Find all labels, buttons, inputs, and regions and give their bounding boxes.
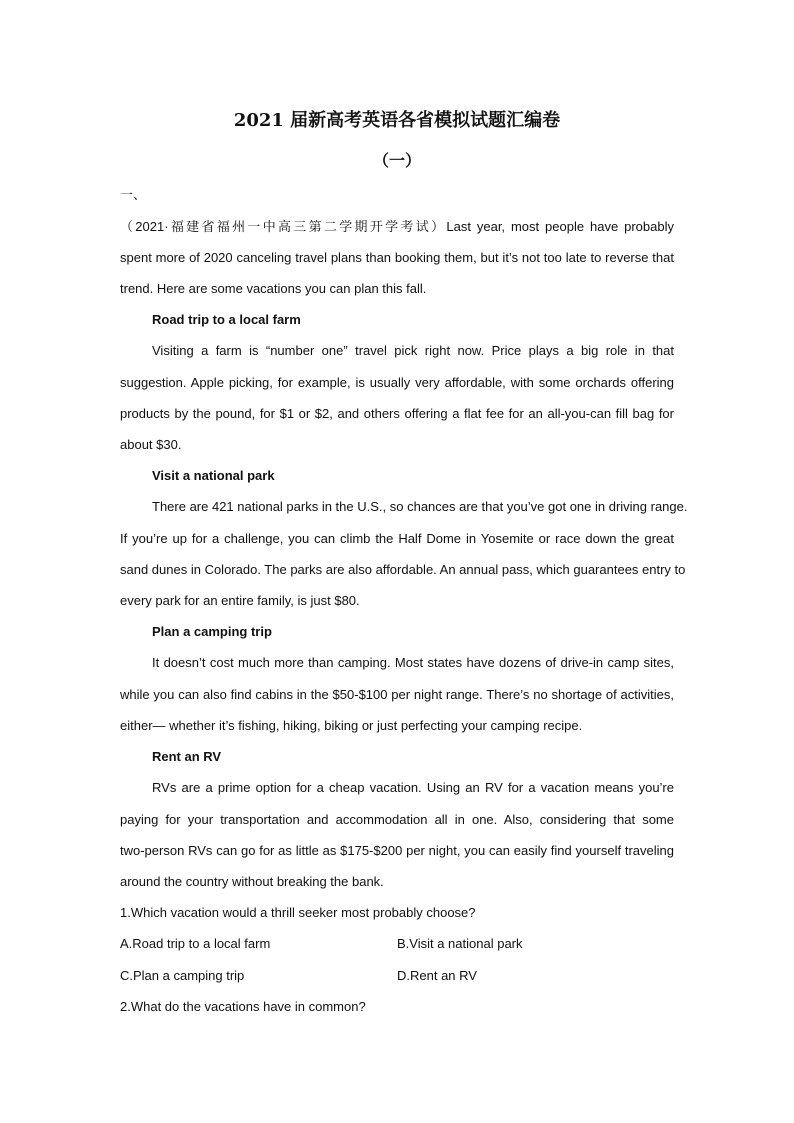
question-stem: 1.Which vacation would a thrill seeker most probably choose? xyxy=(120,905,476,920)
paragraph-line: suggestion. Apple picking, for example, is usually very affordable, with some orchards offering xyxy=(120,375,674,390)
intro-line: （2021·福建省福州一中高三第二学期开学考试）Last year, most people have probably xyxy=(120,219,674,234)
intro-line: trend. Here are some vacations you can plan this fall. xyxy=(120,281,427,296)
paragraph-line: If you’re up for a challenge, you can climb the Half Dome in Yosemite or race down the great xyxy=(120,531,674,546)
paragraph-line: There are 421 national parks in the U.S., so chances are that you’ve got one in driving range. xyxy=(152,499,688,514)
paragraph-line: Visiting a farm is “number one” travel pick right now. Price plays a big role in that xyxy=(152,343,674,358)
question-stem: 2.What do the vacations have in common? xyxy=(120,999,366,1014)
paragraph-line: two-person RVs can go for as little as $175-$200 per night, you can easily find yourself traveling xyxy=(120,843,674,858)
intro-line: spent more of 2020 canceling travel plans than booking them, but it’s not too late to reverse that xyxy=(120,250,674,265)
paragraph-line: It doesn’t cost much more than camping. Most states have dozens of drive-in camp sites, xyxy=(152,655,674,670)
paragraph-line: every park for an entire family, is just $80. xyxy=(120,593,360,608)
option-b: B.Visit a national park xyxy=(397,936,523,951)
section-heading: Plan a camping trip xyxy=(152,624,272,639)
paragraph-line: products by the pound, for $1 or $2, and others offering a flat fee for an all-you-can fill bag for xyxy=(120,406,674,421)
paragraph-line: around the country without breaking the bank. xyxy=(120,874,384,889)
paragraph-line: paying for your transportation and accommodation all in one. Also, considering that some xyxy=(120,812,674,827)
paragraph-line: sand dunes in Colorado. The parks are also affordable. An annual pass, which guarantees entry to xyxy=(120,562,686,577)
option-d: D.Rent an RV xyxy=(397,968,477,983)
paragraph-line: while you can also find cabins in the $50-$100 per night range. There’s no shortage of activities, xyxy=(120,687,674,702)
paragraph-line: about $30. xyxy=(120,437,182,452)
option-c: C.Plan a camping trip xyxy=(120,968,245,983)
section-heading: Rent an RV xyxy=(152,749,222,764)
section-heading: Visit a national park xyxy=(152,468,275,483)
paragraph-line: either— whether it’s fishing, hiking, biking or just perfecting your camping recipe. xyxy=(120,718,583,733)
paragraph-line: RVs are a prime option for a cheap vacation. Using an RV for a vacation means you’re xyxy=(152,780,674,795)
page-subtitle: （一） xyxy=(372,151,421,170)
section-marker: 一、 xyxy=(120,187,147,202)
page-title: 2021 届新高考英语各省模拟试题汇编卷 xyxy=(233,110,561,131)
option-a: A.Road trip to a local farm xyxy=(120,936,271,951)
section-heading: Road trip to a local farm xyxy=(152,312,301,327)
